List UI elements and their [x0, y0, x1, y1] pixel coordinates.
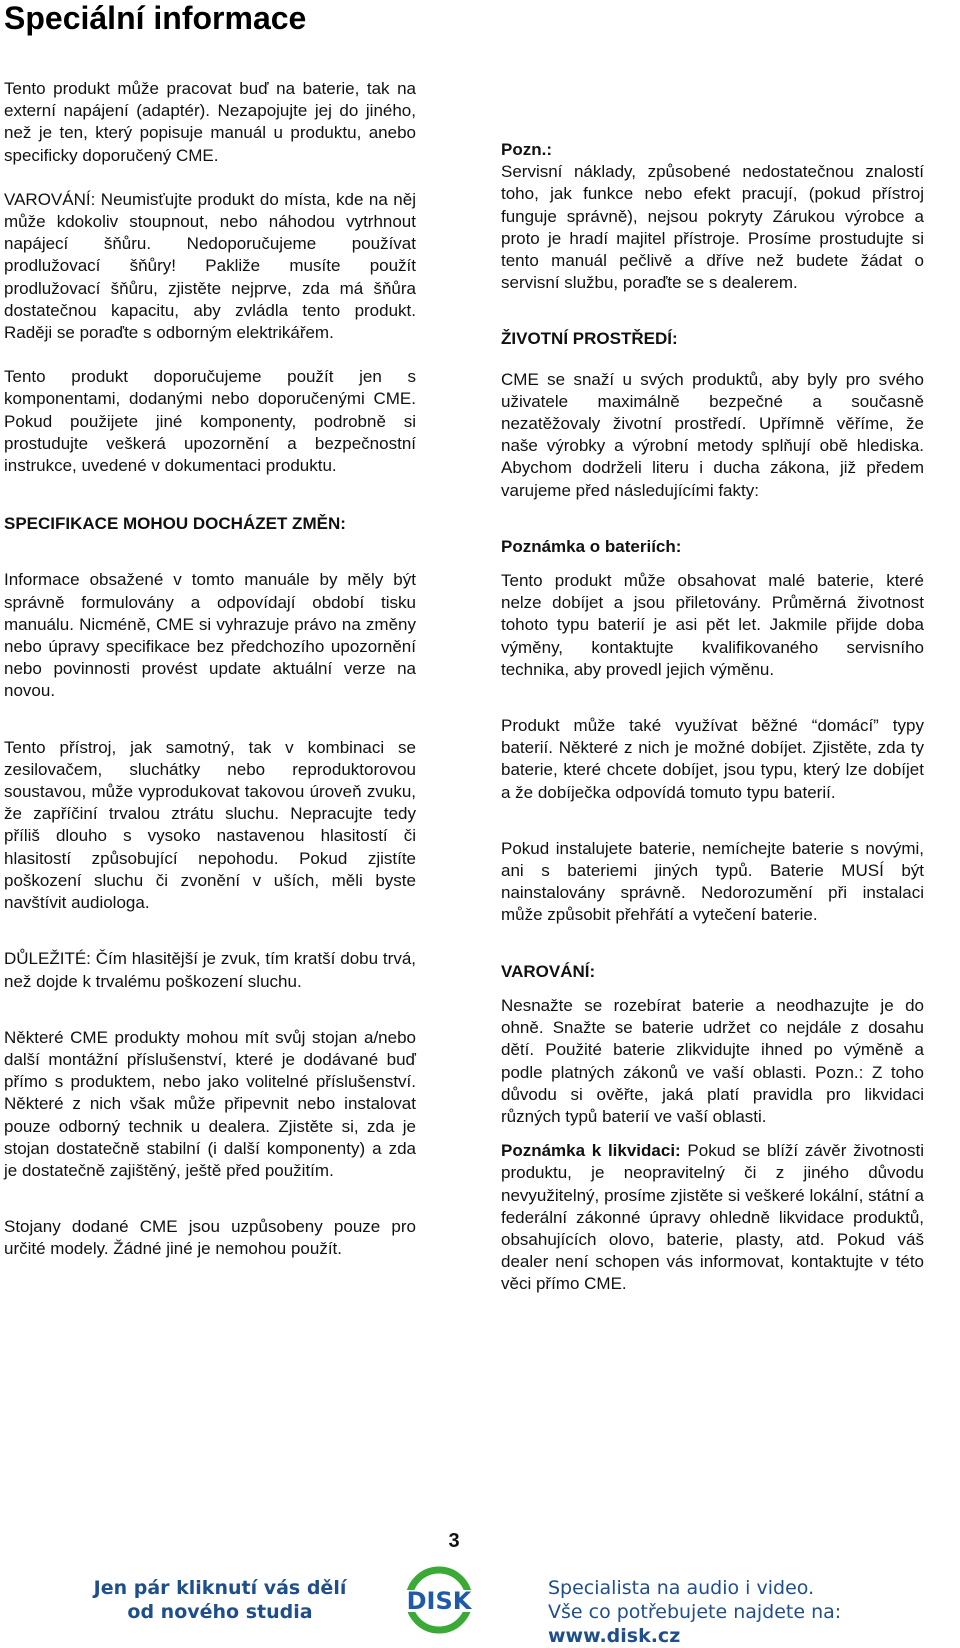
- paragraph-important: DŮLEŽITÉ: Čím hlasitější je zvuk, tím kratší dobu trvá, než dojde k trvalému poškození sluchu.: [4, 949, 416, 991]
- left-column: [4, 78, 416, 1261]
- paragraph-components: Tento produkt doporučujeme použít jen s komponentami, dodanými nebo doporučenými CME. Pokud použijete jiné komponenty, podrobně si prostudujte veškerá upozornění a bezpečnostní instrukce, uvedené v dokumentaci produktu.: [4, 367, 416, 476]
- paragraph-environment: CME se snaží u svých produktů, aby byly pro svého uživatele maximálně bezpečné a současně nezatěžovaly životní prostředí. Upřímně věříme, že naše výrobky a výrobní metody splňují obě hlediska. Abychom dodrželi literu i ducha zákona, již předem varujeme před následujícími fakty:: [501, 369, 924, 500]
- footer-website-prefix: Vše co potřebujete najdete na:: [548, 1601, 842, 1623]
- disposal-text: Pokud se blíží závěr životnosti produktu, je neopravitelný či z jiného důvodu nevyužitelný, prosíme zjistěte si veškeré lokální, státní a federální zákonné úpravy ohledně likvidace produktů, obsahujících olovo, baterie, plasty, atd. Pokud váš dealer není schopen vás informovat, kontaktujte v této věci přímo CME.: [501, 1141, 924, 1294]
- footer-slogan-line-1: Jen pár kliknutí vás dělí: [93, 1577, 347, 1599]
- right-column: [501, 139, 924, 1296]
- footer-website-link[interactable]: www.disk.cz: [548, 1625, 681, 1647]
- paragraph-hearing: Tento přístroj, jak samotný, tak v kombinaci se zesilovačem, sluchátky nebo reproduktorovou soustavou, může vyprodukovat takovou úroveň zvuku, že zapříčiní trvalou ztrátu sluchu. Nepracujte tedy příliš dlouho s vysoko nastavenou hlasitostí či hlasitostí způsobující nepohodu. Pokud zjistíte poškození sluchu či zvonění v uších, měli byste navštívit audiologa.: [4, 737, 416, 913]
- paragraph-spec-info: Informace obsažené v tomto manuále by měly být správně formulovány a odpovídají období tisku manuálu. Nicméně, CME si vyhrazuje právo na změny nebo úpravy specifikace bez předchozího upozornění nebo povinnosti provést update aktuální verze na novou.: [4, 570, 416, 701]
- page-title: Speciální informace: [4, 0, 307, 36]
- logo-text: DISK: [406, 1587, 472, 1615]
- paragraph-batteries-1: Tento produkt může obsahovat malé baterie, které nelze dobíjet a jsou přiletovány. Průměrná životnost tohoto typu baterií je asi pět let. Jakmile přijde doba výměny, kontaktujte kvalifikovaného servisního technika, aby provedl jejich výměnu.: [501, 571, 924, 679]
- paragraph-warning-batteries: Nesnažte se rozebírat baterie a neodhazujte je do ohně. Snažte se baterie udržet co nejdále z dosahu dětí. Použité baterie zlikvidujte ihned po výměně a podle platných zákonů ve vaší oblasti. Pozn.: Z toho důvodu si ověřte, jaká platí pravidla pro likvidaci různých typů baterií ve vaší oblasti.: [501, 995, 924, 1126]
- paragraph-batteries-2: Produkt může také využívat běžné “domácí” typy baterií. Některé z nich je možné dobíjet. Zjistěte, zda ty baterie, které chcete dobíjet, jsou typu, který lze dobíjet a že dobíječka odpovídá tomuto typu baterií.: [501, 716, 924, 802]
- footer-slogan: [70, 1576, 370, 1624]
- paragraph-power: Tento produkt může pracovat buď na baterie, tak na externí napájení (adaptér). Nezapojujte jej do jiného, než je ten, který popisuje manuál u produktu, anebo specificky doporučený CME.: [4, 79, 416, 165]
- paragraph-stands: Některé CME produkty mohou mít svůj stojan a/nebo další montážní příslušenství, které je dodávané buď přímo s produktem, nebo jako volitelné příslušenství. Některé z nich však může připevnit nebo instalovat pouze odborný technik u dealera. Zjistěte si, zda je stojan dostatečně stabilní (i další komponenty) a zda je dostatečně zajištěný, ještě před použitím.: [4, 1027, 416, 1180]
- footer-website-line: [548, 1600, 960, 1648]
- paragraph-stands-models: Stojany dodané CME jsou uzpůsobeny pouze pro určité modely. Žádné jiné je nemohou použít.: [4, 1217, 416, 1259]
- heading-warning: VAROVÁNÍ:: [501, 961, 596, 981]
- paragraph-disposal: [501, 1140, 924, 1295]
- footer-tagline: Specialista na audio i video.: [548, 1577, 815, 1599]
- paragraph-service-costs: Servisní náklady, způsobené nedostatečnou znalostí toho, jak funkce nebo efekt pracují, (pokud přístroj funguje správně), nejsou pokryty Zárukou výrobce a proto je hradí majitel přístroje. Prosíme prostudujte si tento manuál pečlivě a dříve než budete žádat o servisní službu, poraďte se s dealerem.: [501, 162, 924, 293]
- paragraph-warning-cord: VAROVÁNÍ: Neumisťujte produkt do místa, kde na něj může kdokoliv stoupnout, nebo náhodou vytrhnout napájecí šňůru. Nedoporučujeme používat prodlužovací šňůry! Pakliže musíte použít prodlužovací šňůru, zjistěte nejprve, zda má šňůra dostatečnou kapacitu, aby zvládla tento produkt. Raději se poraďte s odborným elektrikářem.: [4, 189, 416, 343]
- heading-batteries: Poznámka o bateriích:: [501, 536, 682, 556]
- footer-slogan-line-2: od nového studia: [127, 1601, 313, 1623]
- heading-disposal: Poznámka k likvidaci:: [501, 1141, 681, 1161]
- heading-spec-changes: SPECIFIKACE MOHOU DOCHÁZET ZMĚN:: [4, 514, 346, 534]
- page-number: 3: [448, 1530, 460, 1552]
- heading-note: Pozn.:: [501, 140, 552, 159]
- disk-logo: [383, 1564, 495, 1636]
- footer-contact: [548, 1576, 960, 1648]
- paragraph-batteries-3: Pokud instalujete baterie, nemíchejte baterie s novými, ani s bateriemi jiných typů. Baterie MUSÍ být nainstalovány správně. Nedorozumění při instalaci může způsobit přehřátí a vytečení baterie.: [501, 838, 924, 925]
- heading-environment: ŽIVOTNÍ PROSTŘEDÍ:: [501, 329, 678, 349]
